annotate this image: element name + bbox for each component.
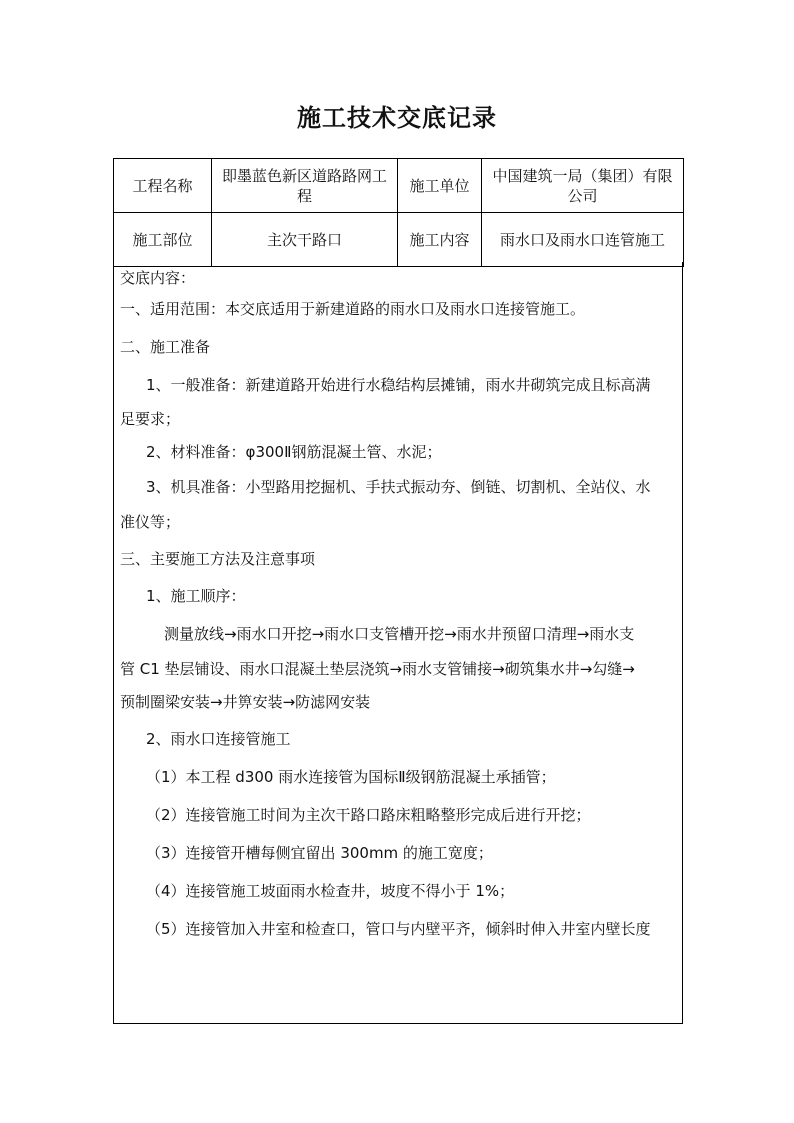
project-name-value: 即墨蓝色新区道路路网工程 <box>212 159 398 213</box>
table-row <box>114 159 684 213</box>
section-preparation: 二、施工准备 <box>120 338 211 356</box>
contractor-label: 施工单位 <box>398 159 482 213</box>
info-table <box>113 158 684 267</box>
disclosure-content <box>113 262 683 1024</box>
item-general-preparation-cont: 足要求； <box>120 410 181 428</box>
sequence-line-1: 测量放线→雨水口开挖→雨水口支管槽开挖→雨水井预留口清理→雨水支 <box>164 625 635 643</box>
contractor-value: 中国建筑一局（集团）有限公司 <box>482 159 684 213</box>
section-methods: 三、主要施工方法及注意事项 <box>120 550 316 568</box>
table-row <box>114 213 684 267</box>
sub-item-4: （4）连接管施工坡面雨水检查井，坡度不得小于 1%； <box>146 882 515 900</box>
document-title: 施工技术交底记录 <box>297 103 497 132</box>
sequence-line-3: 预制圈梁安装→井箅安装→防滤网安装 <box>120 693 371 711</box>
construction-content-label: 施工内容 <box>398 213 482 267</box>
construction-content-value: 雨水口及雨水口连管施工 <box>482 213 684 267</box>
construction-location-value: 主次干路口 <box>212 213 398 267</box>
construction-location-label: 施工部位 <box>114 213 212 267</box>
sub-item-5: （5）连接管加入井室和检查口，管口与内壁平齐，倾斜时伸入井室内壁长度 <box>146 920 651 938</box>
sub-item-1: （1）本工程 d300 雨水连接管为国标Ⅱ级钢筋混凝土承插管； <box>146 768 556 786</box>
item-construction-sequence: 1、施工顺序： <box>146 587 246 605</box>
project-name-label: 工程名称 <box>114 159 212 213</box>
item-equipment-preparation: 3、机具准备：小型路用挖掘机、手扶式振动夯、倒链、切割机、全站仪、水 <box>146 478 651 496</box>
item-general-preparation: 1、一般准备：新建道路开始进行水稳结构层摊铺，雨水井砌筑完成且标高满 <box>146 376 651 394</box>
section-scope: 一、适用范围：本交底适用于新建道路的雨水口及雨水口连接管施工。 <box>120 300 586 318</box>
item-material-preparation: 2、材料准备：φ300Ⅱ钢筋混凝土管、水泥； <box>146 443 442 461</box>
item-connection-pipe: 2、雨水口连接管施工 <box>146 730 291 748</box>
sub-item-3: （3）连接管开槽每侧宜留出 300mm 的施工宽度； <box>146 844 493 862</box>
sub-item-2: （2）连接管施工时间为主次干路口路床粗略整形完成后进行开挖； <box>146 806 591 824</box>
item-equipment-preparation-cont: 准仪等； <box>120 513 181 531</box>
content-heading: 交底内容： <box>120 269 196 287</box>
sequence-line-2: 管 C1 垫层铺设、雨水口混凝土垫层浇筑→雨水支管铺接→砌筑集水井→勾缝→ <box>120 660 635 678</box>
